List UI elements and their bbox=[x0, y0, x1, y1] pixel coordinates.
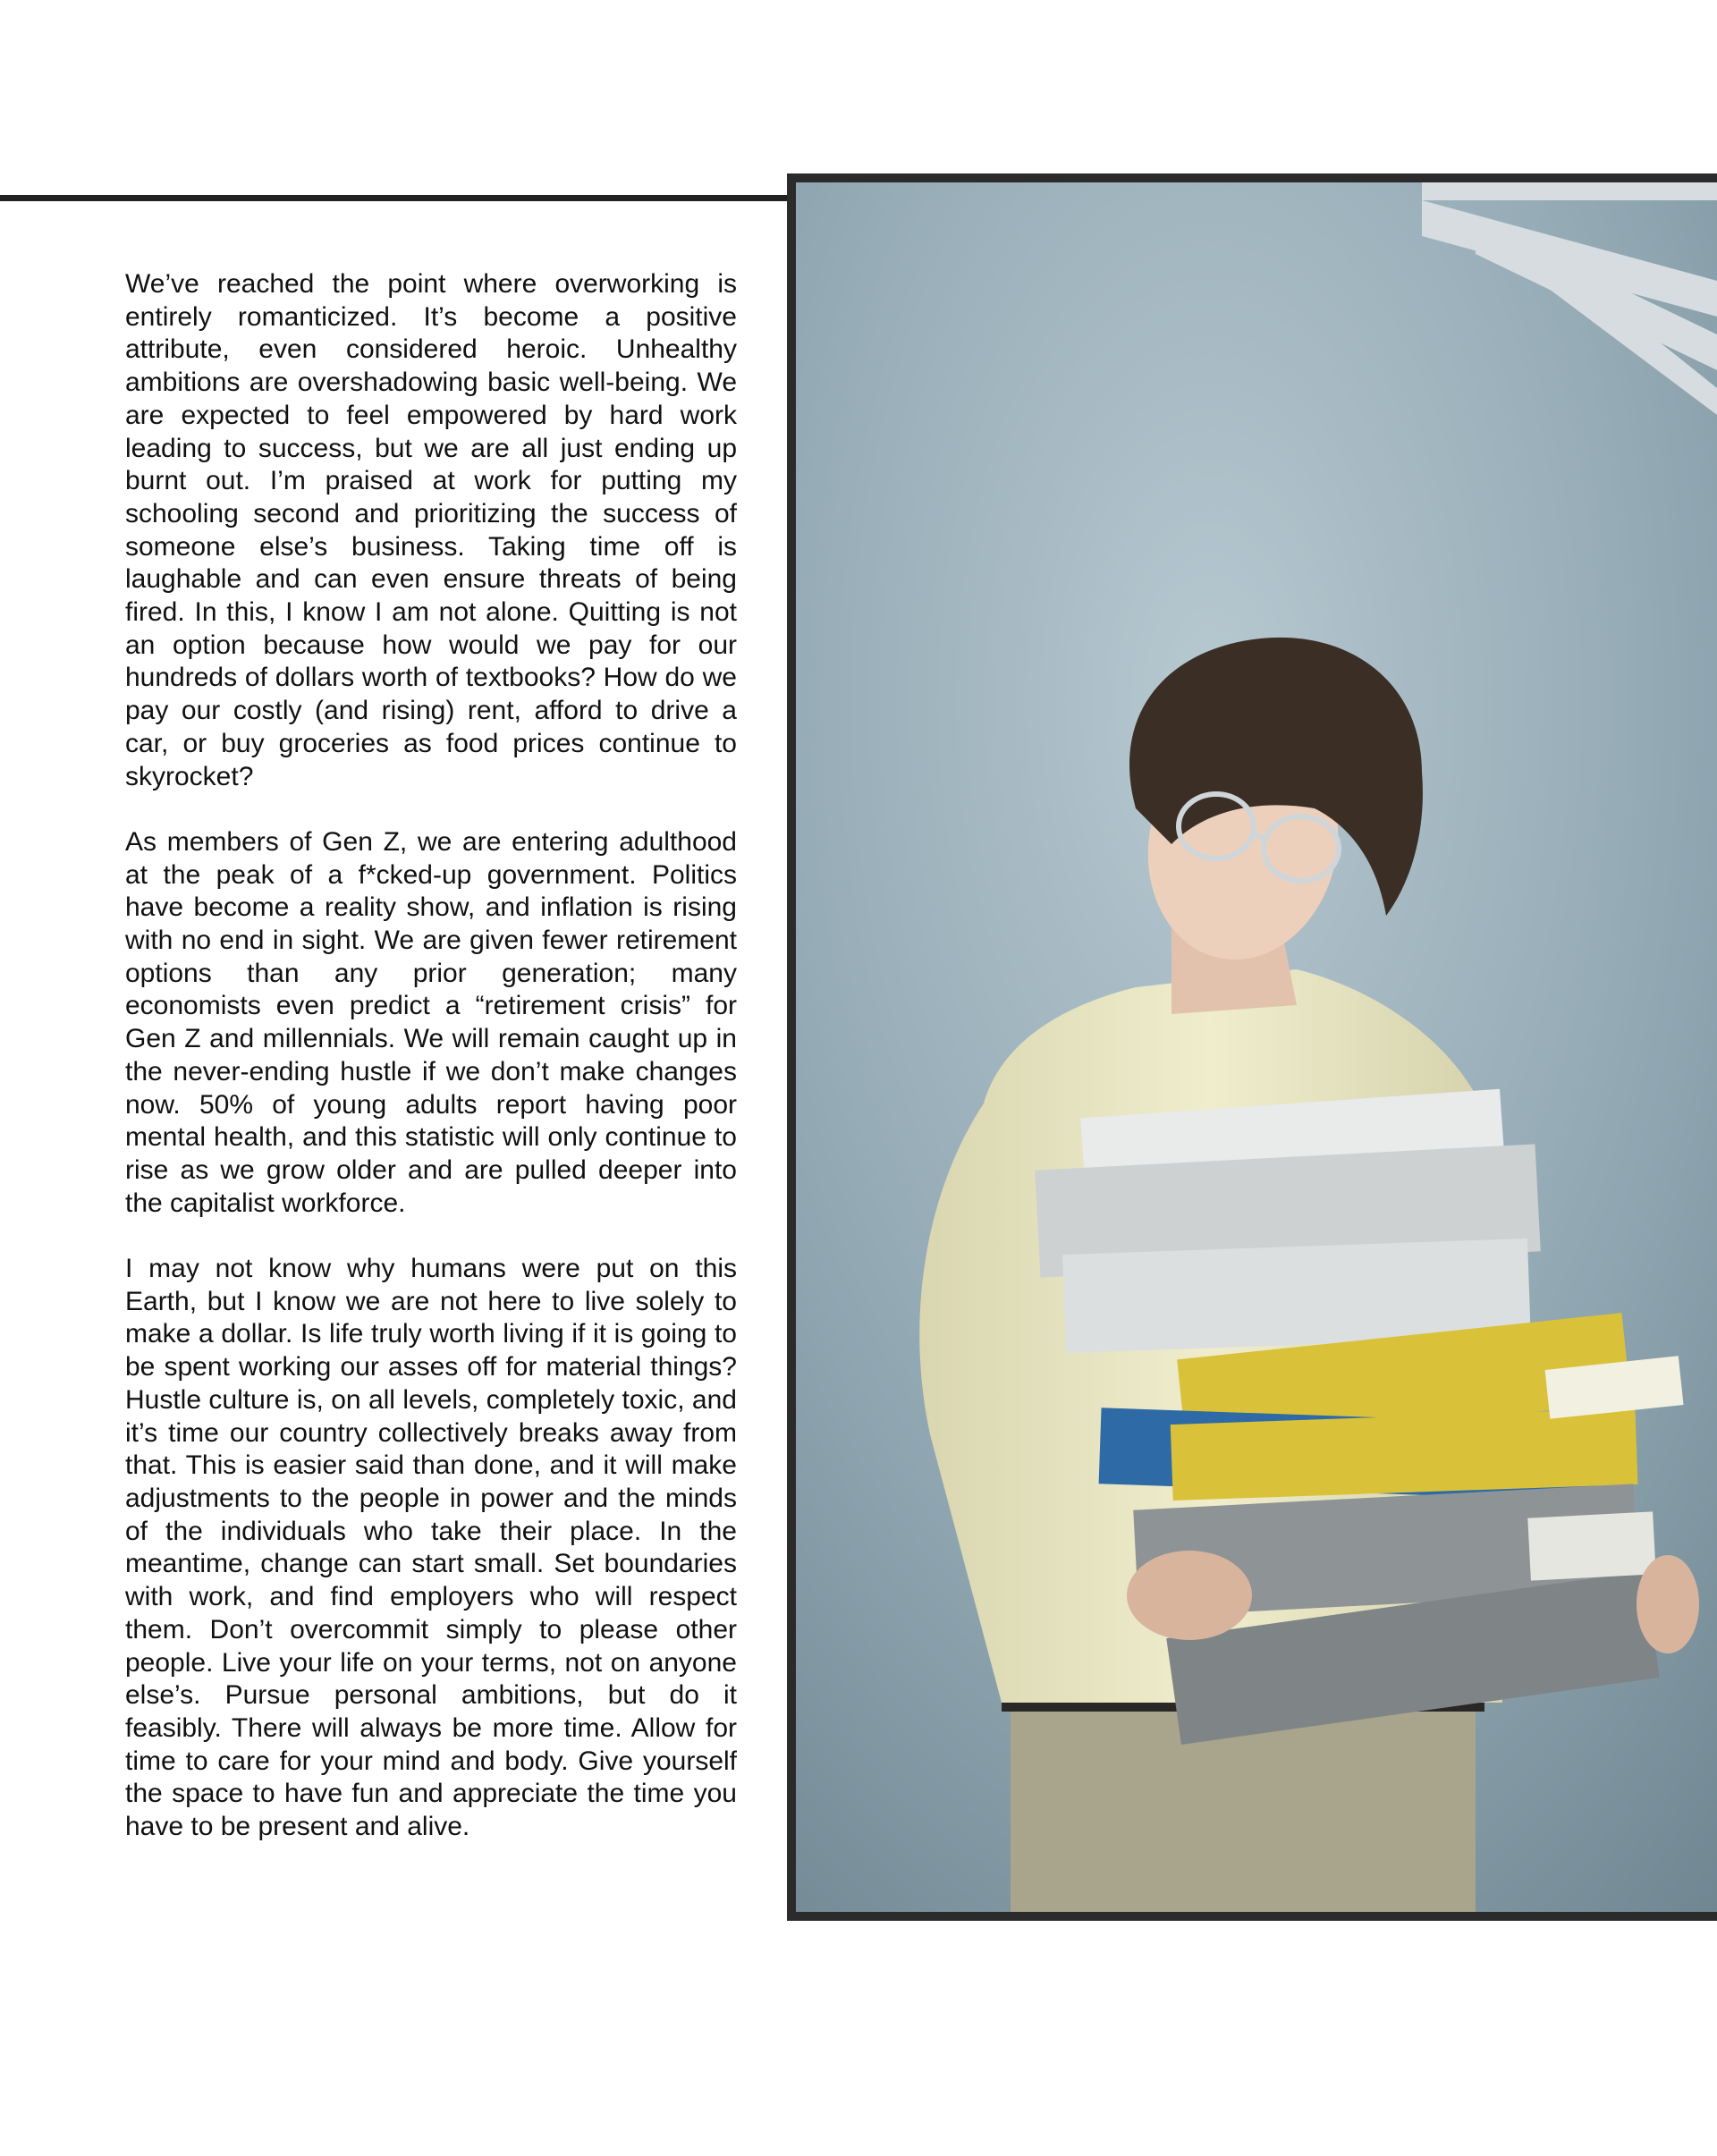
photo-frame bbox=[787, 173, 1717, 1921]
photo-left-hand bbox=[1127, 1551, 1252, 1640]
article-paragraph-3: I may not know why humans were put on this Earth, but I know we are not here to live solely to make a dollar. Is life truly worth living if it is going to be spent working our asses off for material things? Hustle culture is, on all levels, completely toxic, and it’s time our country collectively breaks away from that. This is easier said than done, and it will make adjustments to the people in power and the minds of the individuals who take their place. In the meantime, change can start small. Set boundaries with work, and find employers who will respect them. Don’t overcommit simply to please other people. Live your life on your terms, not on anyone else’s. Pursue personal ambitions, but do it feasibly. There will always be more time. Allow for time to care for your mind and body. Give yourself the space to have fun and appreciate the time you have to be present and alive. bbox=[125, 1254, 737, 1842]
photo-man-carrying-binders bbox=[796, 182, 1717, 1912]
article-paragraph-2: As members of Gen Z, we are entering adulthood at the peak of a f*cked-up government. Politics have become a reality show, and inflation is rising with no end in sight. We are given fewer retirement options than any prior generation; many economists even predict a “retirement crisis” for Gen Z and millennials. We will remain caught up in the never-ending hustle if we don’t make changes now. 50% of young adults report having poor mental health, and this statistic will only continue to rise as we grow older and are pulled deeper into the capitalist workforce. bbox=[125, 826, 737, 1218]
article-paragraph-1: We’ve reached the point where overworking is entirely romanticized. It’s become a positive attribute, even considered heroic. Unhealthy ambitions are overshadowing basic well-being. We are expected to feel empowered by hard work leading to success, but we are all just ending up burnt out. I’m praised at work for putting my schooling second and prioritizing the success of someone else’s business. Taking time off is laughable and can even ensure threats of being fired. In this, I know I am not alone. Quitting is not an option because how would we pay for our hundreds of dollars worth of textbooks? How do we pay our costly (and rising) rent, afford to drive a car, or buy groceries as food prices continue to skyrocket? bbox=[125, 269, 737, 791]
photo-right-hand bbox=[1637, 1555, 1699, 1653]
header-rule bbox=[0, 195, 791, 201]
article-body bbox=[125, 268, 737, 1876]
